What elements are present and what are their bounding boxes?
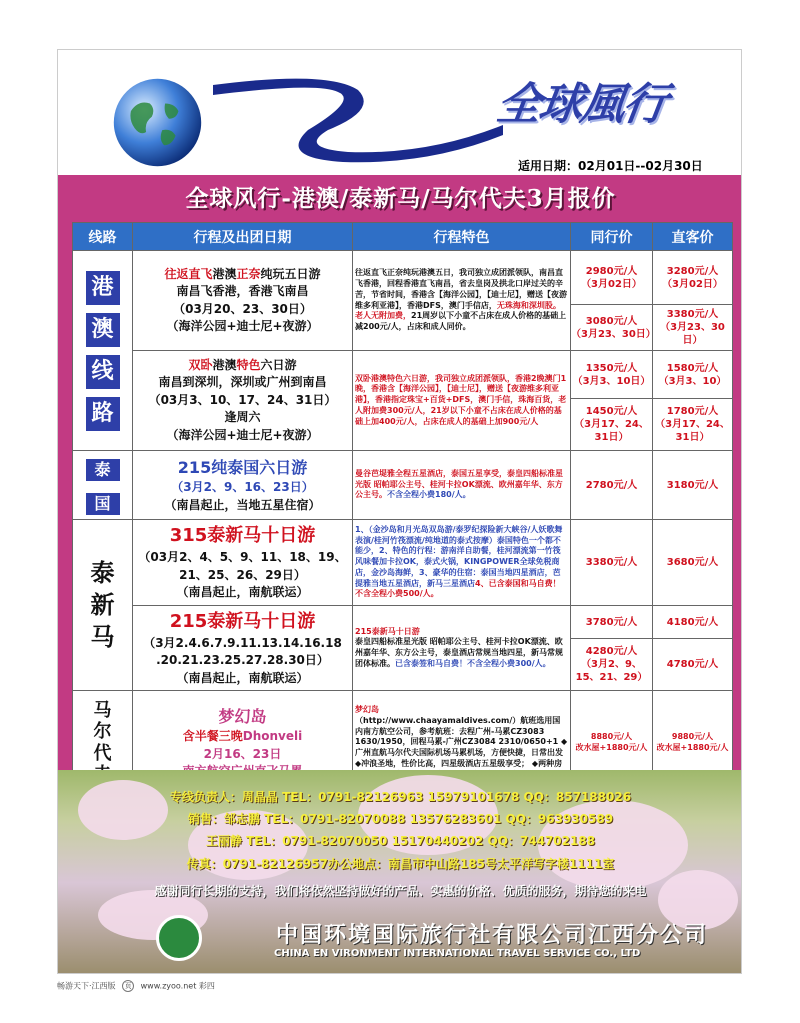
route-cell-thailand bbox=[73, 451, 133, 520]
itin-text: 港澳 bbox=[212, 266, 237, 281]
brochure-page bbox=[57, 49, 742, 974]
retail-price-cell bbox=[653, 351, 733, 399]
header bbox=[58, 50, 742, 175]
page-title: 全球风行-港澳/泰新马/马尔代夫3月报价 bbox=[185, 185, 616, 212]
retail-price-cell bbox=[653, 399, 733, 451]
itin-text: 2月16、23日 bbox=[203, 746, 282, 761]
price-date: （3月02日） bbox=[662, 278, 723, 290]
price-date: （3月3、10日） bbox=[572, 375, 651, 387]
contact-line: 专线负责人：周晶晶 TEL：0791-82126963 15979101678 QQ：857188026 bbox=[169, 790, 632, 804]
table-row bbox=[73, 606, 733, 639]
retail-price-cell bbox=[653, 451, 733, 520]
itinerary-thailand bbox=[133, 451, 353, 520]
itin-text: （3月2、9、16、23日） bbox=[171, 480, 314, 495]
features-hk-5day bbox=[353, 251, 571, 351]
price-value: 3280元/人 bbox=[666, 265, 719, 277]
route-char: 马 bbox=[93, 699, 112, 721]
itin-text: （03月3、10、17、24、31日） bbox=[148, 392, 337, 407]
retail-price-cell bbox=[653, 305, 733, 351]
price-date: （3月3、10） bbox=[658, 375, 727, 387]
trade-price-cell bbox=[571, 351, 653, 399]
retail-price-cell bbox=[653, 606, 733, 639]
itin-text: （南昌起止，南航联运） bbox=[176, 585, 309, 600]
globe-icon bbox=[110, 75, 205, 170]
route-char: 新 bbox=[90, 590, 115, 619]
itin-text: 往返直飞 bbox=[164, 266, 213, 281]
itin-text: 南昌到深圳，深圳或广州到南昌 bbox=[158, 375, 327, 390]
route-char: 线 bbox=[86, 355, 120, 389]
feature-text: 21周岁以下小童不占床在成人价格的基础上减200元/人，占床和成人同价。 bbox=[355, 311, 567, 332]
trade-price-cell bbox=[571, 520, 653, 606]
itinerary-hk-5day bbox=[133, 251, 353, 351]
feature-text: 曼谷芭堤雅全程五星酒店，泰国五星享受，泰皇四船标准星光版 昭帕耶公主号、桂河卡拉OK漂流、欧州嘉年华、东方公主号。 bbox=[355, 468, 563, 500]
table-row bbox=[73, 451, 733, 520]
itin-text: （南昌起止，当地五星住宿） bbox=[164, 497, 321, 512]
price-date: （3月23、30日） bbox=[660, 322, 725, 346]
page-footer bbox=[57, 980, 215, 992]
itin-text: 正奈 bbox=[236, 266, 261, 281]
feature-text: 无珠海和深圳股。老人无附加费， bbox=[355, 300, 561, 321]
footer-left: 畅游天下·江西版 bbox=[57, 981, 116, 991]
col-header-trade-price: 同行价 bbox=[571, 223, 653, 251]
date-range: 02月01日--02月30日 bbox=[578, 159, 703, 173]
route-cell-hk bbox=[73, 251, 133, 451]
col-header-features: 行程特色 bbox=[353, 223, 571, 251]
itin-text: 21、25、26、29日） bbox=[179, 567, 306, 582]
price-date: （3月02日） bbox=[581, 278, 642, 290]
feature-text: 已含泰签和马自费！不含全程小费300/人。 bbox=[395, 658, 551, 668]
swoosh-graphic bbox=[208, 70, 508, 165]
price-value: 4780元/人 bbox=[666, 659, 719, 671]
footer-url[interactable]: www.zyoo.net bbox=[140, 981, 197, 991]
feature-text: 梦幻岛 bbox=[355, 704, 379, 714]
route-char: 代 bbox=[93, 742, 112, 764]
trade-price-cell bbox=[571, 399, 653, 451]
itin-text: 特色 bbox=[236, 358, 261, 373]
route-char: 路 bbox=[86, 397, 120, 431]
itin-text: 梦幻岛 bbox=[218, 707, 267, 727]
contact-line: 王丽静 TEL：0791-82070050 15170440202 QQ：744702188 bbox=[205, 834, 596, 848]
itin-text: Dhonveli bbox=[242, 729, 303, 744]
itin-text: （南昌起止，南航联运） bbox=[176, 670, 309, 685]
feature-text: （http://www.chaayamaldives.com/）航班选用国内南方航空公司，参考航班：去程广州-马累CZ3083 1630/1950，回程马累-广州CZ3084 2310/0650+1 ◆广州直航马尔代夫国际机场马累机场，方便快捷，日常出发 ◆冲浪圣地，性价比高，四星级酒店五星级享受； ◆两种房 bbox=[355, 715, 568, 768]
price-value: 3380元/人 bbox=[666, 309, 719, 320]
footer-badge-icon: 页 bbox=[122, 980, 134, 992]
price-value: 1350元/人 bbox=[585, 362, 638, 374]
thanks-line: 感谢同行长期的支持，我们将依然坚持做好的产品、实惠的价格、优质的服务，期待您的来电 bbox=[154, 884, 647, 898]
price-value: 4180元/人 bbox=[666, 616, 719, 628]
company-name-cn: 中国环境国际旅行社有限公司江西分公司 bbox=[276, 922, 709, 948]
itin-text: （03月20、23、30日） bbox=[173, 301, 312, 316]
feature-text: 4、已含泰国和马自费！不含全程小费500/人。 bbox=[355, 578, 561, 599]
route-cell-tsm bbox=[73, 520, 133, 691]
itin-text: 纯玩五日游 bbox=[260, 266, 321, 281]
itin-text: （3月2.4.6.7.9.11.13.14.16.18 bbox=[143, 636, 342, 651]
feature-text: 1、（金沙岛和月光岛双岛游/泰罗纪探险新大峡谷/人妖歌舞表演/桂河竹筏漂流/纯地道的泰式按摩）泰国特色一个都不能少，2、特色的行程：游南洋自助餐，桂河漂流第一竹筏风味餐加卡拉OK，泰式火锅，KINGPOWER全球免税商店，金沙岛海鲜，3、豪华的住宿：泰国当地四星酒店，芭提雅当地五星酒店，新马三星酒店 bbox=[355, 524, 563, 588]
price-value: 3380元/人 bbox=[585, 557, 638, 568]
itin-text: 含半餐三晚 bbox=[182, 729, 243, 744]
itinerary-tsm-315 bbox=[133, 520, 353, 606]
col-header-retail-price: 直客价 bbox=[653, 223, 733, 251]
price-date: （3月2、9、15、21、29） bbox=[575, 659, 648, 684]
features-tsm-215 bbox=[353, 606, 571, 691]
feature-text: 往返直飞正奈纯玩港澳五日，我司独立成团派领队，南昌直飞香港，回程香港直飞南昌，省去皇岗及拱北口岸过关的辛苦，节省时间，香港含【海洋公园】，【迪士尼】，赠送【夜游维多利亚港】，香港DFS，澳门手信店， bbox=[355, 268, 567, 310]
features-hk-6day bbox=[353, 351, 571, 451]
itin-text: 六日游 bbox=[260, 358, 297, 373]
trade-price-cell bbox=[571, 606, 653, 639]
route-char: 泰 bbox=[90, 558, 115, 587]
retail-price-cell bbox=[653, 639, 733, 691]
itinerary-tsm-215 bbox=[133, 606, 353, 691]
trade-price-cell bbox=[571, 305, 656, 351]
price-value: 2780元/人 bbox=[585, 479, 638, 491]
feature-text: 双卧港澳特色六日游，我司独立成团派领队，香港2晚澳门1晚，香港含【海洋公园】，【迪士尼】，赠送【夜游维多利亚港】，香港指定珠宝+百货+DFS，澳门手信，珠海百货，老人附加费300元/人，21岁以下小童不占床在成人价格的基础上加400元/人，占床在成人的基础上加900元/人 bbox=[355, 373, 567, 426]
price-value: 3680元/人 bbox=[666, 557, 719, 568]
route-char: 港 bbox=[86, 271, 120, 305]
table-row bbox=[73, 251, 733, 305]
price-date: （3月23、30日） bbox=[571, 328, 656, 340]
feature-text: 泰皇四船标准星光版 昭帕耶公主号、桂河卡拉OK漂流、欧州嘉年华、东方公主号，泰皇酒店常规当地四星，新马常规团体标准。 bbox=[355, 637, 563, 668]
company-name-en: CHINA EN VIRONMENT INTERNATIONAL TRAVEL SERVICE CO., LTD bbox=[274, 948, 641, 959]
itin-text: 港澳 bbox=[212, 358, 237, 373]
itin-text: （海洋公园+迪士尼+夜游） bbox=[166, 427, 319, 442]
price-value: 3780元/人 bbox=[585, 616, 638, 628]
price-date: （3月17、24、31日） bbox=[655, 419, 730, 443]
price-value: 4280元/人 bbox=[585, 646, 638, 658]
itin-text: （海洋公园+迪士尼+夜游） bbox=[166, 318, 319, 333]
table-row bbox=[73, 520, 733, 606]
date-label: 适用日期： bbox=[518, 159, 579, 173]
itin-text: 双卧 bbox=[188, 358, 213, 373]
itin-text: .20.21.23.25.27.28.30日） bbox=[156, 653, 329, 668]
itin-text: 南昌飞香港，香港飞南昌 bbox=[176, 284, 309, 299]
contact-line: 销售：邹志鹏 TEL：0791-82070088 13576283601 QQ：963930589 bbox=[187, 812, 614, 826]
price-value: 3180元/人 bbox=[666, 479, 719, 491]
route-char: 国 bbox=[86, 493, 120, 515]
feature-text: 215泰新马十日游 bbox=[355, 626, 420, 636]
table-row bbox=[73, 351, 733, 399]
price-note: 改水屋+1880元/人 bbox=[656, 742, 729, 752]
price-table bbox=[72, 222, 733, 795]
retail-price-cell bbox=[653, 520, 733, 606]
price-value: 3080元/人 bbox=[585, 315, 638, 327]
price-value: 9880元/人 bbox=[671, 732, 714, 742]
trade-price-cell bbox=[571, 639, 653, 691]
col-header-itinerary: 行程及出团日期 bbox=[133, 223, 353, 251]
trade-price-cell bbox=[571, 451, 653, 520]
itin-text: 315泰新马十日游 bbox=[169, 525, 316, 547]
itin-text: 215纯泰国六日游 bbox=[177, 458, 308, 478]
price-note: 改水屋+1880元/人 bbox=[575, 742, 648, 752]
route-char: 尔 bbox=[93, 721, 112, 743]
price-value: 8880元/人 bbox=[590, 732, 633, 742]
company-logo-icon bbox=[156, 915, 202, 961]
feature-text: 不含全程小费180/人。 bbox=[387, 490, 471, 500]
price-value: 1780元/人 bbox=[666, 406, 719, 417]
features-thailand bbox=[353, 451, 571, 520]
price-date: （3月17、24、31日） bbox=[574, 419, 649, 443]
price-value: 2980元/人 bbox=[585, 265, 638, 277]
itin-text: 逢周六 bbox=[224, 410, 261, 425]
table-header-row bbox=[73, 223, 733, 251]
itin-text: （03月2、4、5、9、11、18、19、 bbox=[138, 550, 347, 565]
brand-logo-text: 全球風行 bbox=[493, 79, 669, 130]
contact-line: 传真：0791-82126957办公地点：南昌市中山路185号太平洋写字楼1111室 bbox=[186, 857, 615, 871]
features-tsm-315 bbox=[353, 520, 571, 606]
footer-page: 彩四 bbox=[198, 981, 215, 991]
col-header-route: 线路 bbox=[73, 223, 133, 251]
itinerary-hk-6day bbox=[133, 351, 353, 451]
route-char: 泰 bbox=[86, 459, 120, 481]
route-char: 马 bbox=[90, 623, 115, 652]
itin-text: 215泰新马十日游 bbox=[169, 611, 316, 632]
date-line bbox=[518, 157, 703, 174]
retail-price-cell bbox=[653, 251, 733, 305]
price-value: 1580元/人 bbox=[666, 362, 719, 374]
price-value: 1450元/人 bbox=[585, 406, 638, 417]
trade-price-cell bbox=[571, 251, 653, 305]
route-char: 澳 bbox=[86, 313, 120, 347]
